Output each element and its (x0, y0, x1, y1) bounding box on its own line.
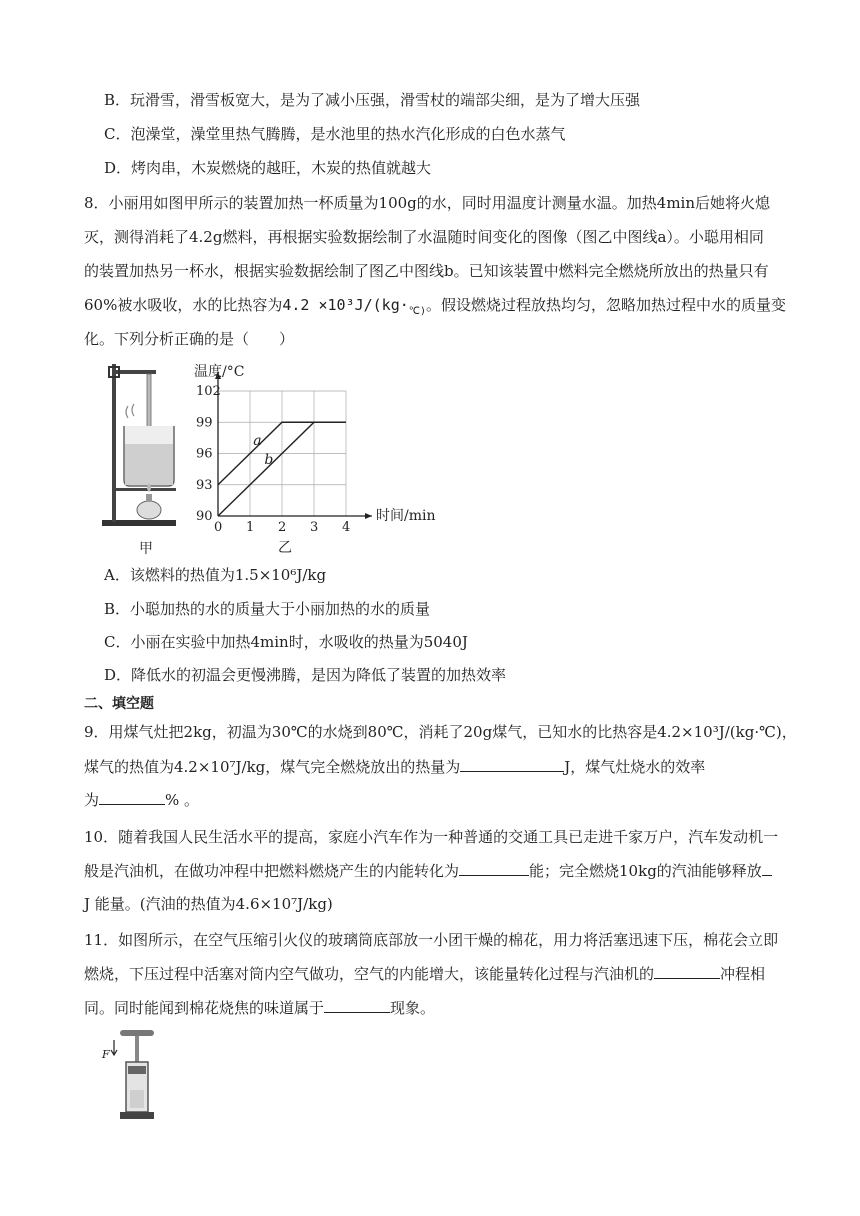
q10-blank-energy-amount[interactable] (762, 861, 772, 876)
x-tick-label: 0 (214, 520, 223, 535)
q7-option-b: B．玩滑雪，滑雪板宽大，是为了减小压强，滑雪杖的端部尖细，是为了增大压强 (104, 91, 641, 109)
x-tick-label: 2 (278, 520, 287, 535)
q9-blank-heat[interactable] (460, 757, 564, 772)
q7-option-c: C．泡澡堂，澡堂里热气腾腾，是水池里的热水汽化形成的白色水蒸气 (104, 125, 566, 143)
q8-option-b: B．小聪加热的水的质量大于小丽加热的水的质量 (104, 600, 431, 618)
q9-line3-rest: % 。 (165, 791, 200, 809)
q11-line2-text: 燃烧，下压过程中活塞对筒内空气做功，空气的内能增大，该能量转化过程与汽油机的 (84, 965, 655, 983)
q8-option-c: C．小丽在实验中加热4min时，水吸收的热量为5040J (104, 633, 468, 651)
q11-line3 (84, 998, 435, 1018)
q8-option-a: A．该燃料的热值为1.5×10⁶J/kg (104, 566, 327, 584)
specific-heat-value: 4.2 ×10³J/(kg· (282, 296, 409, 314)
q11-line3-text: 同。同时能闻到棉花烧焦的味道属于 (84, 999, 325, 1017)
series-label-b: b (264, 451, 274, 468)
q8-option-d: D．降低水的初温会更慢沸腾，是因为降低了装置的加热效率 (104, 666, 507, 684)
q9-line2-rest: J，煤气灶烧水的效率 (564, 758, 706, 776)
q10-line3: J 能量。(汽油的热值为4.6×10⁷J/kg) (84, 895, 333, 913)
q10-line2-text: 般是汽油机，在做功冲程中把燃料燃烧产生的内能转化为 (84, 862, 460, 880)
apparatus-figure (98, 358, 180, 558)
q8-stem-line2: 灭，测得消耗了4.2g燃料，再根据实验数据绘制了水温随时间变化的图像（图乙中图线a）。小聪用相同 (84, 228, 764, 246)
x-tick-label: 1 (246, 520, 255, 535)
fire-syringe-figure (98, 1022, 160, 1126)
q9-line1: 9．用煤气灶把2kg，初温为30℃的水烧到80℃，消耗了20g煤气，已知水的比热容是4.2×10³J/(kg·℃)， (84, 723, 797, 741)
series-label-a: a (253, 433, 262, 450)
syringe-base (120, 1112, 154, 1119)
force-arrow-icon (111, 1040, 117, 1055)
q9-blank-efficiency[interactable] (99, 790, 165, 805)
q10-line2 (84, 861, 772, 881)
fig-label-jia: 甲 (139, 541, 153, 557)
q11-line2 (84, 964, 765, 984)
fig-label-yi: 乙 (278, 540, 292, 556)
x-axis-label: 时间/min (376, 508, 436, 524)
q8-stem-line3: 的装置加热另一杯水，根据实验数据绘制了图乙中图线b。已知该装置中燃料完全燃烧所放出的热量只有 (84, 262, 769, 280)
y-tick-label: 90 (196, 509, 213, 524)
q11-blank-stroke[interactable] (654, 964, 720, 979)
y-tick-label: 96 (196, 446, 213, 462)
specific-heat-formula (282, 296, 427, 317)
chart-axes (215, 372, 372, 519)
y-tick-label: 102 (196, 384, 221, 399)
q8-stem-line5: 化。下列分析正确的是（ ） (84, 330, 295, 348)
q9-line2-text: 煤气的热值为4.2×10⁷J/kg，煤气完全燃烧放出的热量为 (84, 758, 461, 776)
q10-blank-energy-form[interactable] (459, 861, 529, 876)
q11-line3-rest: 现象。 (390, 999, 436, 1017)
y-tick-label: 99 (196, 415, 213, 431)
temperature-chart (190, 358, 450, 558)
alcohol-burner (137, 501, 161, 519)
y-axis-label: 温度/°C (194, 364, 245, 380)
section-title-fill-in: 二、填空题 (84, 696, 154, 712)
stand-pole (112, 364, 116, 522)
q8-line4-text: 60%被水吸收，水的比热容为 (84, 296, 283, 314)
q9-line2 (84, 757, 705, 777)
x-tick-label: 3 (310, 520, 319, 535)
q11-line1: 11．如图所示，在空气压缩引火仪的玻璃筒底部放一小团干燥的棉花，用力将活塞迅速下压，棉花会立即 (84, 931, 779, 949)
q10-line1: 10．随着我国人民生活水平的提高，家庭小汽车作为一种普通的交通工具已走进千家万户，汽车发动机一 (84, 828, 779, 846)
force-label: F (102, 1048, 110, 1061)
q8-stem-line4 (84, 295, 786, 322)
x-axis-arrow-icon (365, 513, 372, 519)
q11-line2-rest: 冲程相 (720, 965, 766, 983)
q9-line3 (84, 790, 199, 810)
q10-line2-mid: 能；完全燃烧10kg的汽油能够释放 (529, 862, 762, 880)
q9-line3-text: 为 (84, 791, 100, 809)
y-tick-label: 93 (196, 477, 213, 493)
q8-stem-line1: 8．小丽用如图甲所示的装置加热一杯质量为100g的水，同时用温度计测量水温。加热4min后她将火熄 (84, 194, 771, 212)
specific-heat-unit-end: ℃) (408, 306, 427, 317)
q8-line4-rest: 。假设燃烧过程放热均匀，忽略加热过程中水的质量变 (426, 296, 787, 314)
q11-blank-phenomenon[interactable] (324, 998, 390, 1013)
x-tick-label: 4 (342, 520, 351, 535)
q7-option-d: D．烤肉串，木炭燃烧的越旺，木炭的热值就越大 (104, 159, 432, 177)
plunger-handle (120, 1030, 154, 1036)
